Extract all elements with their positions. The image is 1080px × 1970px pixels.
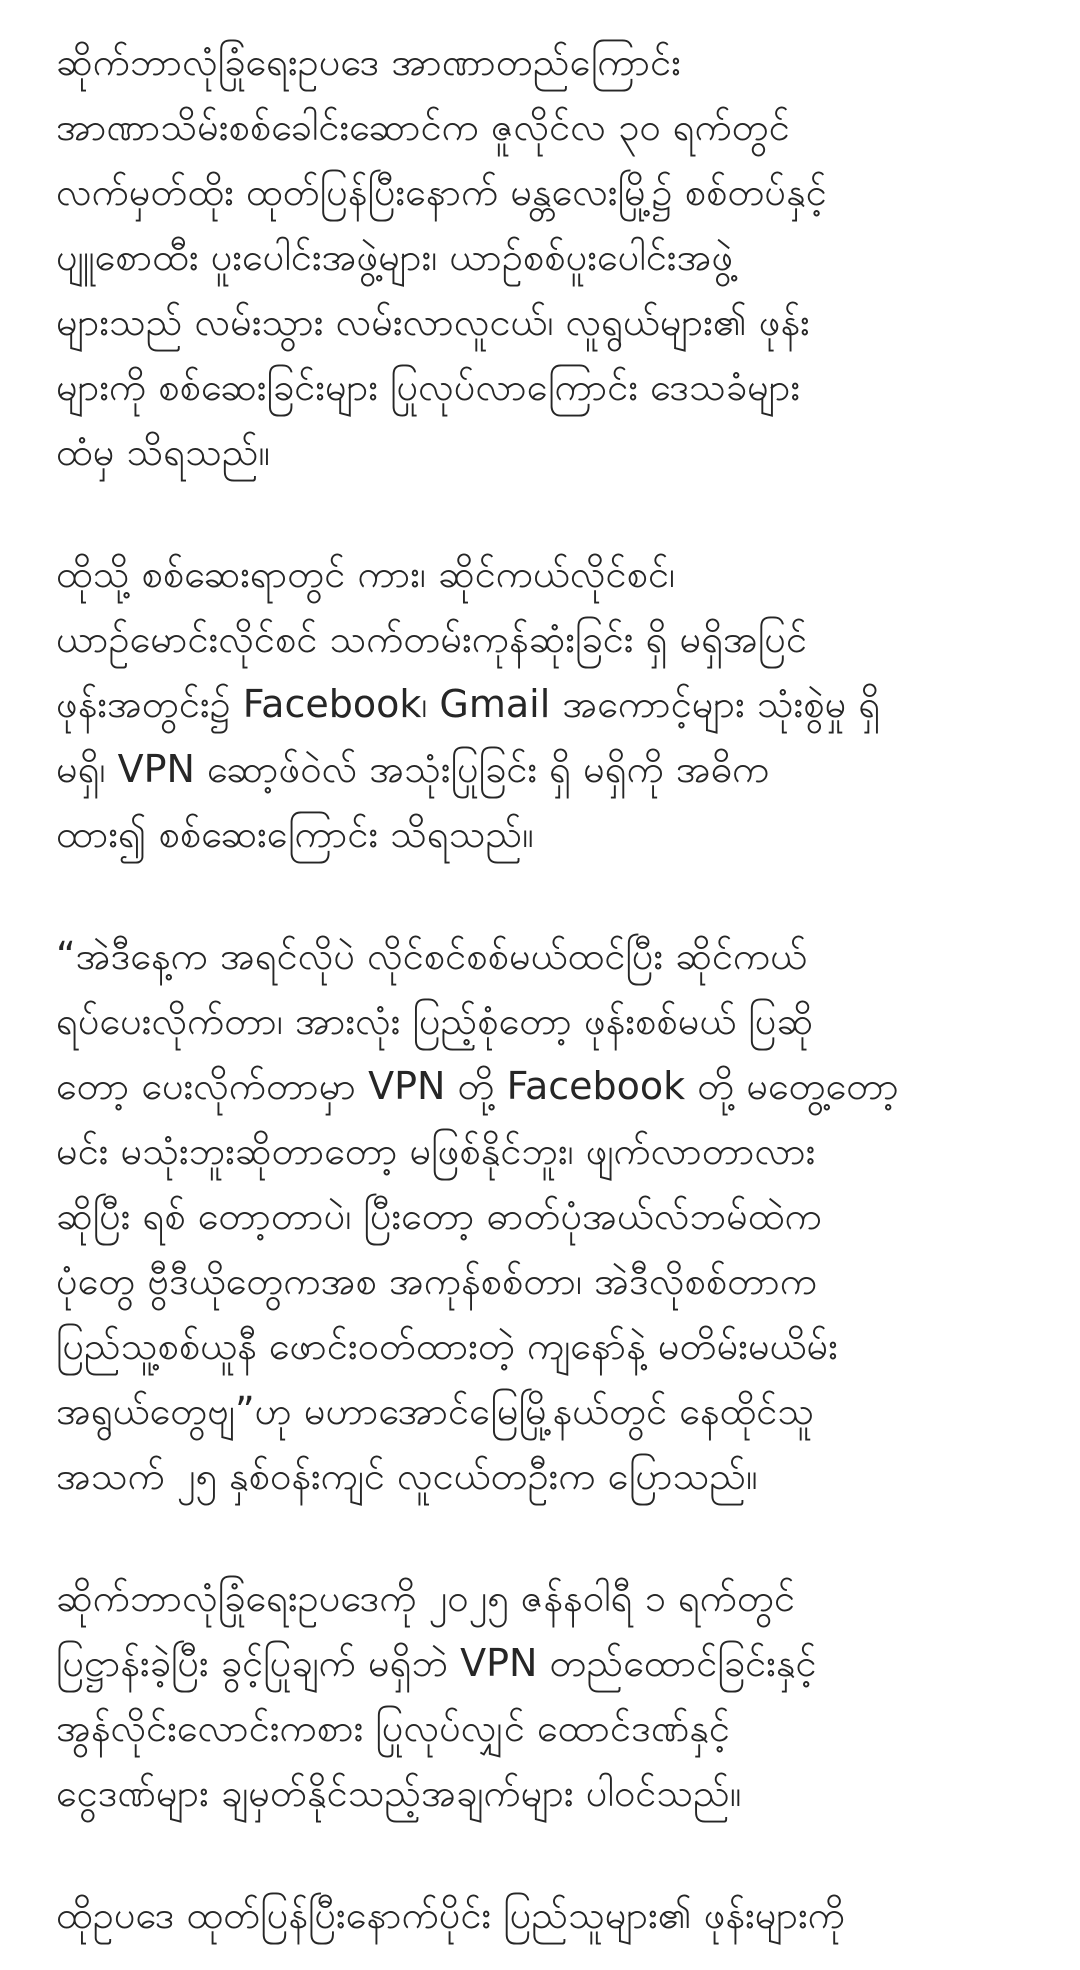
paragraph-line: ပျူစောထီး ပူးပေါင်းအဖွဲ့များ၊ ယာဉ်စစ်ပူးပေါင်းအဖွဲ့: [56, 235, 734, 279]
paragraph-cut-off: [56, 1883, 1036, 1937]
paragraph-line: ပြဋ္ဌာန်းခဲ့ပြီး ခွင့်ပြုချက် မရှိဘဲ VPN တည်ထောင်ခြင်းနှင့်: [56, 1641, 817, 1685]
paragraph-line: ဆိုက်ဘာလုံခြုံရေးဥပဒေကို ၂၀၂၅ ဇန်နဝါရီ ၁ ရက်တွင်: [56, 1576, 796, 1620]
paragraph-line: ထိုဥပဒေ ထုတ်ပြန်ပြီးနောက်ပိုင်း ပြည်သူများ၏ ဖုန်းများကို: [56, 1893, 845, 1937]
paragraph-line: ယာဉ်မောင်းလိုင်စင် သက်တမ်းကုန်ဆုံးခြင်း ရှိ မရှိအပြင်: [56, 617, 808, 661]
paragraph-line: အရွယ်တွေဗျ”ဟု မဟာအောင်မြေမြို့နယ်တွင် နေထိုင်သူ: [56, 1389, 815, 1433]
paragraph-line: ပုံတွေ ဗွီဒီယိုတွေကအစ အကုန်စစ်တာ၊ အဲဒီလိုစစ်တာက: [56, 1259, 818, 1303]
paragraph-line: ထား၍ စစ်ဆေးကြောင်း သိရသည်။: [56, 812, 534, 856]
article-body: [56, 30, 1036, 1970]
paragraph-line: များကို စစ်ဆေးခြင်းများ ပြုလုပ်လာကြောင်း ဒေသခံများ: [56, 365, 801, 409]
paragraph-line: လက်မှတ်ထိုး ထုတ်ပြန်ပြီးနောက် မန္တလေးမြို့၌ စစ်တပ်နှင့်: [56, 170, 827, 214]
paragraph-inspection-details: [56, 542, 1036, 867]
paragraph-law-background: [56, 1566, 1036, 1826]
paragraph-line: ပြည်သူ့စစ်ယူနီ ဖောင်းဝတ်ထားတဲ့ ကျနော်နဲ့ မတိမ်းမယိမ်း: [56, 1324, 838, 1368]
paragraph-line: “အဲဒီနေ့က အရင်လိုပဲ လိုင်စင်စစ်မယ်ထင်ပြီး ဆိုင်ကယ်: [56, 934, 808, 978]
paragraph-line: ငွေဒဏ်များ ချမှတ်နိုင်သည့်အချက်များ ပါဝင်သည်။: [56, 1771, 742, 1815]
paragraph-quote: [56, 924, 1036, 1509]
paragraph-line: ရပ်ပေးလိုက်တာ၊ အားလုံး ပြည့်စုံတော့ ဖုန်းစစ်မယ် ပြဆို: [56, 999, 814, 1043]
paragraph-line: မရှိ၊ VPN ဆော့ဖ်ဝဲလ် အသုံးပြုခြင်း ရှိ မရှိကို အဓိက: [56, 747, 770, 791]
paragraph-law-enforcement: [56, 30, 1036, 485]
paragraph-line: မင်း မသုံးဘူးဆိုတာတော့ မဖြစ်နိုင်ဘူး၊ ဖျက်လာတာလား: [56, 1129, 816, 1173]
paragraph-line: ထံမှ သိရသည်။: [56, 430, 271, 474]
paragraph-line: အာဏာသိမ်းစစ်ခေါင်းဆောင်က ဇူလိုင်လ ၃၀ ရက်တွင်: [56, 105, 790, 149]
paragraph-line: ဆိုက်ဘာလုံခြုံရေးဥပဒေ အာဏာတည်ကြောင်း: [56, 40, 681, 84]
paragraph-line: ဖုန်းအတွင်း၌ Facebook၊ Gmail အကောင့်များ သုံးစွဲမှု ရှိ: [56, 682, 881, 726]
paragraph-line: များသည် လမ်းသွား လမ်းလာလူငယ်၊ လူရွယ်များ၏ ဖုန်း: [56, 300, 810, 344]
paragraph-line: ဆိုပြီး ရစ် တော့တာပဲ၊ ပြီးတော့ ဓာတ်ပုံအယ်လ်ဘမ်ထဲက: [56, 1194, 822, 1238]
paragraph-line: အွန်လိုင်းလောင်းကစား ပြုလုပ်လျှင် ထောင်ဒဏ်နှင့်: [56, 1706, 730, 1750]
paragraph-line: ထိုသို့ စစ်ဆေးရာတွင် ကား၊ ဆိုင်ကယ်လိုင်စင်၊: [56, 552, 676, 596]
paragraph-line: အသက် ၂၅ နှစ်ဝန်းကျင် လူငယ်တဦးက ပြောသည်။: [56, 1454, 758, 1498]
paragraph-line: တော့ ပေးလိုက်တာမှာ VPN တို့ Facebook တို့ မတွေ့တော့: [56, 1064, 899, 1108]
